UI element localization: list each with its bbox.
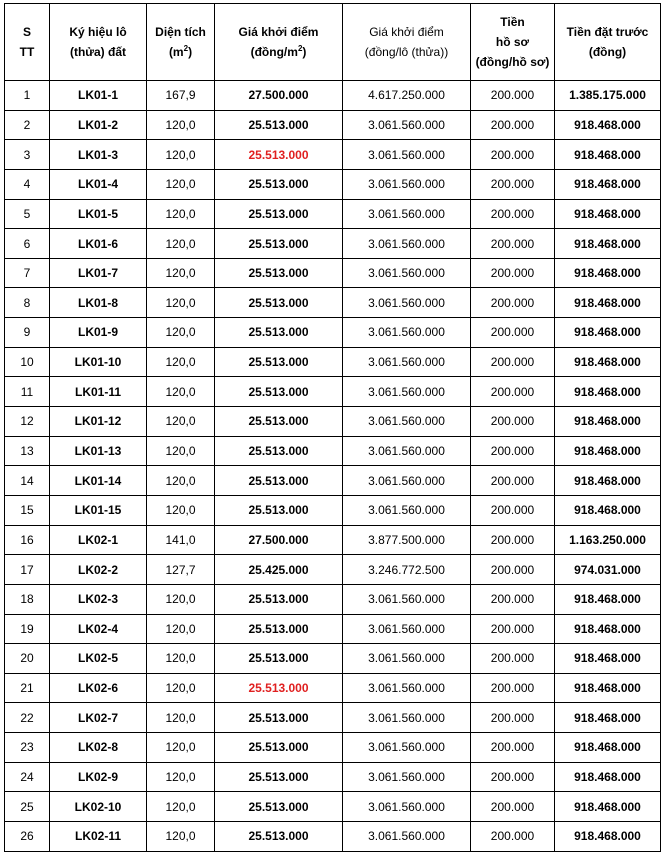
cell-fee: 200.000 (471, 584, 555, 614)
cell-deposit: 918.468.000 (555, 584, 661, 614)
cell-area: 120,0 (147, 318, 215, 348)
cell-price-lot: 3.061.560.000 (343, 762, 471, 792)
cell-plot: LK02-8 (50, 733, 147, 763)
table-row (5, 199, 661, 229)
cell-plot: LK01-2 (50, 110, 147, 140)
cell-price-m2: 25.513.000 (215, 733, 343, 763)
cell-stt: 20 (5, 644, 50, 674)
cell-stt: 5 (5, 199, 50, 229)
cell-area: 120,0 (147, 347, 215, 377)
cell-price-m2: 25.513.000 (215, 407, 343, 437)
cell-price-lot: 3.061.560.000 (343, 377, 471, 407)
cell-plot: LK01-11 (50, 377, 147, 407)
cell-price-m2: 27.500.000 (215, 81, 343, 111)
cell-stt: 12 (5, 407, 50, 437)
cell-price-lot: 3.061.560.000 (343, 169, 471, 199)
cell-plot: LK02-6 (50, 673, 147, 703)
cell-plot: LK01-15 (50, 495, 147, 525)
table-row (5, 525, 661, 555)
cell-price-m2: 25.513.000 (215, 258, 343, 288)
cell-fee: 200.000 (471, 673, 555, 703)
cell-area: 120,0 (147, 822, 215, 852)
cell-deposit: 918.468.000 (555, 288, 661, 318)
cell-fee: 200.000 (471, 229, 555, 259)
header-fee (471, 4, 555, 81)
cell-deposit: 918.468.000 (555, 169, 661, 199)
cell-area: 167,9 (147, 81, 215, 111)
cell-stt: 4 (5, 169, 50, 199)
cell-deposit: 918.468.000 (555, 466, 661, 496)
cell-price-lot: 3.061.560.000 (343, 792, 471, 822)
cell-area: 120,0 (147, 377, 215, 407)
cell-plot: LK01-9 (50, 318, 147, 348)
cell-price-lot: 3.061.560.000 (343, 466, 471, 496)
cell-price-lot: 3.061.560.000 (343, 110, 471, 140)
cell-area: 120,0 (147, 495, 215, 525)
header-stt-line1: S (22, 25, 31, 39)
table-row (5, 762, 661, 792)
cell-price-lot: 3.061.560.000 (343, 703, 471, 733)
cell-fee: 200.000 (471, 407, 555, 437)
cell-deposit: 1.385.175.000 (555, 81, 661, 111)
header-deposit-line1: Tiền đặt trước (566, 25, 649, 39)
table-row (5, 140, 661, 170)
cell-price-m2: 25.513.000 (215, 762, 343, 792)
header-price-m2-unit-text: (đồng/m (250, 45, 298, 59)
cell-price-lot: 3.061.560.000 (343, 436, 471, 466)
cell-area: 120,0 (147, 407, 215, 437)
cell-price-m2: 25.513.000 (215, 347, 343, 377)
table-row (5, 288, 661, 318)
header-area (147, 4, 215, 81)
cell-plot: LK01-4 (50, 169, 147, 199)
cell-fee: 200.000 (471, 525, 555, 555)
cell-stt: 7 (5, 258, 50, 288)
cell-plot: LK02-9 (50, 762, 147, 792)
cell-fee: 200.000 (471, 614, 555, 644)
cell-plot: LK01-6 (50, 229, 147, 259)
cell-stt: 9 (5, 318, 50, 348)
cell-stt: 26 (5, 822, 50, 852)
cell-plot: LK01-12 (50, 407, 147, 437)
table-row (5, 495, 661, 525)
cell-price-m2: 25.513.000 (215, 199, 343, 229)
cell-deposit: 918.468.000 (555, 673, 661, 703)
table-row (5, 466, 661, 496)
cell-price-m2: 25.513.000 (215, 614, 343, 644)
cell-plot: LK02-4 (50, 614, 147, 644)
table-row (5, 377, 661, 407)
cell-fee: 200.000 (471, 762, 555, 792)
table-body (5, 81, 661, 852)
cell-area: 120,0 (147, 614, 215, 644)
cell-plot: LK01-7 (50, 258, 147, 288)
cell-price-m2: 25.513.000 (215, 318, 343, 348)
cell-deposit: 918.468.000 (555, 792, 661, 822)
cell-stt: 1 (5, 81, 50, 111)
table-row (5, 318, 661, 348)
cell-price-lot: 3.061.560.000 (343, 495, 471, 525)
header-area-unit (147, 42, 214, 62)
cell-plot: LK02-7 (50, 703, 147, 733)
cell-fee: 200.000 (471, 169, 555, 199)
cell-stt: 25 (5, 792, 50, 822)
cell-area: 120,0 (147, 110, 215, 140)
cell-deposit: 918.468.000 (555, 762, 661, 792)
cell-plot: LK02-11 (50, 822, 147, 852)
cell-price-lot: 3.061.560.000 (343, 644, 471, 674)
cell-fee: 200.000 (471, 822, 555, 852)
cell-fee: 200.000 (471, 703, 555, 733)
cell-price-m2: 25.513.000 (215, 703, 343, 733)
cell-fee: 200.000 (471, 81, 555, 111)
header-fee-line2: hồ sơ (495, 35, 530, 49)
cell-area: 120,0 (147, 229, 215, 259)
cell-deposit: 918.468.000 (555, 110, 661, 140)
cell-price-m2: 25.513.000 (215, 110, 343, 140)
cell-area: 120,0 (147, 644, 215, 674)
cell-fee: 200.000 (471, 110, 555, 140)
cell-price-m2: 25.513.000 (215, 169, 343, 199)
cell-price-m2: 27.500.000 (215, 525, 343, 555)
cell-area: 120,0 (147, 288, 215, 318)
header-deposit (555, 4, 661, 81)
cell-fee: 200.000 (471, 436, 555, 466)
cell-area: 120,0 (147, 199, 215, 229)
cell-stt: 3 (5, 140, 50, 170)
cell-price-lot: 3.246.772.500 (343, 555, 471, 585)
cell-stt: 18 (5, 584, 50, 614)
header-price-m2-unit (215, 42, 342, 62)
table-row (5, 644, 661, 674)
cell-stt: 11 (5, 377, 50, 407)
cell-price-lot: 3.061.560.000 (343, 584, 471, 614)
cell-fee: 200.000 (471, 733, 555, 763)
cell-fee: 200.000 (471, 555, 555, 585)
table-header-row (5, 4, 661, 81)
cell-area: 141,0 (147, 525, 215, 555)
table-row (5, 614, 661, 644)
header-area-unit-text: (m (168, 45, 184, 59)
cell-area: 120,0 (147, 140, 215, 170)
cell-price-m2: 25.513.000 (215, 673, 343, 703)
table-row (5, 703, 661, 733)
cell-area: 120,0 (147, 733, 215, 763)
table-row (5, 110, 661, 140)
cell-stt: 8 (5, 288, 50, 318)
cell-area: 120,0 (147, 436, 215, 466)
cell-area: 120,0 (147, 792, 215, 822)
cell-area: 120,0 (147, 466, 215, 496)
cell-price-lot: 3.061.560.000 (343, 229, 471, 259)
table-row (5, 229, 661, 259)
header-area-line1: Diện tích (155, 25, 206, 39)
cell-fee: 200.000 (471, 347, 555, 377)
cell-deposit: 918.468.000 (555, 614, 661, 644)
cell-area: 120,0 (147, 703, 215, 733)
header-stt (5, 4, 50, 81)
cell-stt: 17 (5, 555, 50, 585)
cell-deposit: 1.163.250.000 (555, 525, 661, 555)
cell-price-lot: 3.061.560.000 (343, 347, 471, 377)
cell-price-m2: 25.513.000 (215, 466, 343, 496)
header-price-lot-line1: Giá khởi điểm (369, 25, 444, 39)
cell-area: 120,0 (147, 762, 215, 792)
cell-deposit: 918.468.000 (555, 258, 661, 288)
cell-area: 120,0 (147, 258, 215, 288)
cell-price-lot: 3.061.560.000 (343, 318, 471, 348)
cell-fee: 200.000 (471, 644, 555, 674)
cell-price-lot: 3.061.560.000 (343, 822, 471, 852)
header-plot (50, 4, 147, 81)
header-area-close: ) (188, 45, 193, 59)
cell-plot: LK02-1 (50, 525, 147, 555)
header-area-sup: 2 (183, 44, 189, 53)
header-plot-line1: Ký hiệu lô (69, 25, 127, 39)
header-fee-line3: (đồng/hồ sơ) (475, 55, 550, 69)
cell-fee: 200.000 (471, 318, 555, 348)
header-plot-line2: (thửa) đất (69, 45, 126, 59)
cell-plot: LK02-5 (50, 644, 147, 674)
cell-price-m2: 25.513.000 (215, 644, 343, 674)
cell-fee: 200.000 (471, 792, 555, 822)
land-plot-table (4, 3, 661, 852)
cell-stt: 24 (5, 762, 50, 792)
cell-plot: LK02-10 (50, 792, 147, 822)
cell-plot: LK02-2 (50, 555, 147, 585)
cell-area: 120,0 (147, 584, 215, 614)
header-deposit-line2: (đồng) (588, 45, 627, 59)
cell-stt: 2 (5, 110, 50, 140)
cell-deposit: 918.468.000 (555, 733, 661, 763)
cell-price-m2: 25.513.000 (215, 140, 343, 170)
cell-deposit: 918.468.000 (555, 377, 661, 407)
cell-area: 120,0 (147, 673, 215, 703)
cell-deposit: 918.468.000 (555, 199, 661, 229)
cell-fee: 200.000 (471, 377, 555, 407)
cell-fee: 200.000 (471, 288, 555, 318)
cell-deposit: 918.468.000 (555, 140, 661, 170)
cell-price-lot: 3.061.560.000 (343, 199, 471, 229)
cell-plot: LK02-3 (50, 584, 147, 614)
header-price-lot (343, 4, 471, 81)
cell-deposit: 918.468.000 (555, 407, 661, 437)
header-price-m2-line1: Giá khởi điểm (238, 25, 319, 39)
cell-price-lot: 3.061.560.000 (343, 733, 471, 763)
cell-plot: LK01-3 (50, 140, 147, 170)
cell-deposit: 918.468.000 (555, 644, 661, 674)
cell-deposit: 918.468.000 (555, 703, 661, 733)
cell-plot: LK01-14 (50, 466, 147, 496)
table-row (5, 555, 661, 585)
cell-stt: 22 (5, 703, 50, 733)
table-row (5, 822, 661, 852)
cell-price-m2: 25.513.000 (215, 229, 343, 259)
cell-fee: 200.000 (471, 466, 555, 496)
cell-plot: LK01-1 (50, 81, 147, 111)
cell-deposit: 918.468.000 (555, 318, 661, 348)
table-row (5, 169, 661, 199)
header-price-m2-close: ) (302, 45, 307, 59)
cell-price-m2: 25.513.000 (215, 792, 343, 822)
cell-stt: 15 (5, 495, 50, 525)
cell-area: 127,7 (147, 555, 215, 585)
cell-price-lot: 3.061.560.000 (343, 614, 471, 644)
cell-fee: 200.000 (471, 199, 555, 229)
cell-price-m2: 25.513.000 (215, 822, 343, 852)
cell-plot: LK01-8 (50, 288, 147, 318)
cell-price-lot: 3.877.500.000 (343, 525, 471, 555)
cell-fee: 200.000 (471, 140, 555, 170)
cell-price-lot: 3.061.560.000 (343, 288, 471, 318)
cell-price-lot: 3.061.560.000 (343, 407, 471, 437)
cell-deposit: 918.468.000 (555, 347, 661, 377)
cell-stt: 13 (5, 436, 50, 466)
table-row (5, 81, 661, 111)
header-stt-line2: TT (19, 45, 35, 59)
table-row (5, 792, 661, 822)
cell-stt: 21 (5, 673, 50, 703)
cell-deposit: 974.031.000 (555, 555, 661, 585)
cell-plot: LK01-10 (50, 347, 147, 377)
cell-deposit: 918.468.000 (555, 822, 661, 852)
cell-price-m2: 25.513.000 (215, 584, 343, 614)
cell-plot: LK01-13 (50, 436, 147, 466)
table-row (5, 407, 661, 437)
cell-price-m2: 25.513.000 (215, 377, 343, 407)
table-row (5, 347, 661, 377)
cell-plot: LK01-5 (50, 199, 147, 229)
cell-deposit: 918.468.000 (555, 229, 661, 259)
cell-fee: 200.000 (471, 495, 555, 525)
cell-stt: 10 (5, 347, 50, 377)
cell-stt: 6 (5, 229, 50, 259)
cell-price-lot: 3.061.560.000 (343, 140, 471, 170)
cell-price-lot: 4.617.250.000 (343, 81, 471, 111)
table-row (5, 258, 661, 288)
cell-stt: 23 (5, 733, 50, 763)
cell-deposit: 918.468.000 (555, 495, 661, 525)
cell-stt: 14 (5, 466, 50, 496)
cell-price-lot: 3.061.560.000 (343, 258, 471, 288)
cell-price-m2: 25.513.000 (215, 288, 343, 318)
cell-price-lot: 3.061.560.000 (343, 673, 471, 703)
cell-price-m2: 25.425.000 (215, 555, 343, 585)
header-price-lot-line2: (đồng/lô (thửa)) (364, 45, 449, 59)
table-row (5, 436, 661, 466)
table-row (5, 733, 661, 763)
table-row (5, 584, 661, 614)
cell-area: 120,0 (147, 169, 215, 199)
header-price-m2-sup: 2 (297, 44, 303, 53)
cell-price-m2: 25.513.000 (215, 436, 343, 466)
cell-stt: 16 (5, 525, 50, 555)
cell-stt: 19 (5, 614, 50, 644)
header-fee-line1: Tiền (500, 15, 525, 29)
header-price-m2 (215, 4, 343, 81)
cell-deposit: 918.468.000 (555, 436, 661, 466)
cell-price-m2: 25.513.000 (215, 495, 343, 525)
cell-fee: 200.000 (471, 258, 555, 288)
table-row (5, 673, 661, 703)
